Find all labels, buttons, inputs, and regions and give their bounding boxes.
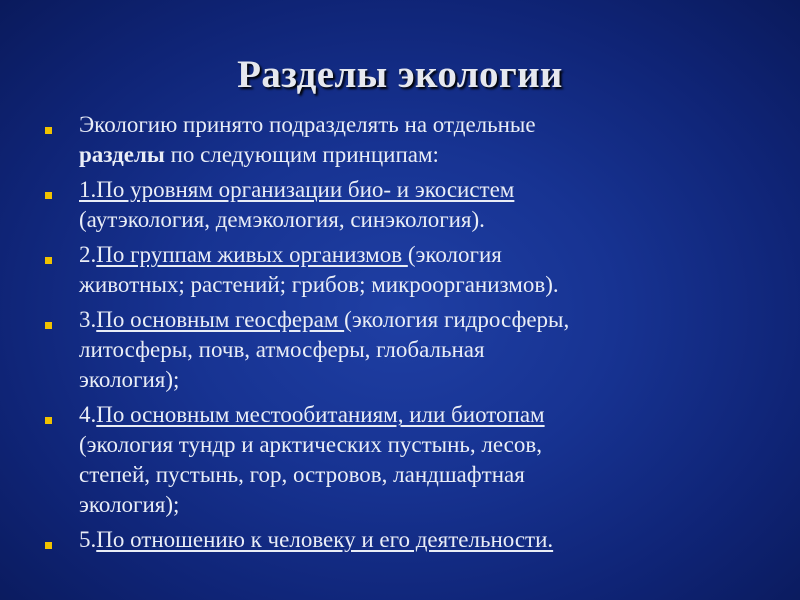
- text-segment: разделы: [79, 142, 165, 167]
- text-segment: 4.: [79, 402, 97, 427]
- text-segment: 1.По уровням организации био- и экосистем: [79, 177, 515, 202]
- square-bullet-icon: [45, 322, 52, 329]
- bullet-item: [44, 525, 774, 555]
- bullet-item: [44, 240, 774, 300]
- bullet-line: [79, 430, 774, 460]
- bullet-line: [79, 460, 774, 490]
- bullet-line: [79, 240, 774, 270]
- bullet-list: [44, 110, 774, 560]
- text-segment: По группам живых организмов: [96, 242, 408, 267]
- bullet-line: [79, 305, 774, 335]
- bullet-line: [79, 270, 774, 300]
- text-segment: экология);: [79, 367, 180, 392]
- bullet-line: [79, 140, 774, 170]
- text-segment: По основным местообитаниям, или биотопам: [96, 402, 545, 427]
- text-segment: (экология тундр и арктических пустынь, лесов,: [79, 432, 542, 457]
- text-segment: степей, пустынь, гор, островов, ландшафтная: [79, 462, 525, 487]
- text-segment: (экология гидросферы,: [344, 307, 570, 332]
- square-bullet-icon: [45, 127, 52, 134]
- text-segment: литосферы, почв, атмосферы, глобальная: [79, 337, 485, 362]
- square-bullet-icon: [45, 542, 52, 549]
- bullet-line: [79, 205, 774, 235]
- square-bullet-icon: [45, 192, 52, 199]
- bullet-item: [44, 175, 774, 235]
- square-bullet-icon: [45, 417, 52, 424]
- bullet-item: [44, 305, 774, 395]
- text-segment: животных; растений; грибов; микроорганизмов).: [79, 272, 559, 297]
- text-segment: По основным геосферам: [96, 307, 345, 332]
- text-segment: 5.: [79, 527, 97, 552]
- text-segment: 3.: [79, 307, 97, 332]
- text-segment: по следующим принципам:: [164, 142, 439, 167]
- square-bullet-icon: [45, 257, 52, 264]
- bullet-line: [79, 525, 774, 555]
- bullet-line: [79, 110, 774, 140]
- bullet-line: [79, 175, 774, 205]
- bullet-line: [79, 490, 774, 520]
- bullet-line: [79, 365, 774, 395]
- text-segment: По отношению к человеку и его деятельности.: [96, 527, 554, 552]
- text-segment: 2.: [79, 242, 97, 267]
- text-segment: Экологию принято подразделять на отдельные: [79, 112, 536, 137]
- bullet-line: [79, 335, 774, 365]
- text-segment: экология);: [79, 492, 180, 517]
- slide-title: Разделы экологии: [237, 53, 563, 96]
- bullet-line: [79, 400, 774, 430]
- bullet-item: [44, 110, 774, 170]
- text-segment: (аутэкология, демэкология, синэкология).: [79, 207, 485, 232]
- text-segment: (экология: [407, 242, 502, 267]
- bullet-item: [44, 400, 774, 520]
